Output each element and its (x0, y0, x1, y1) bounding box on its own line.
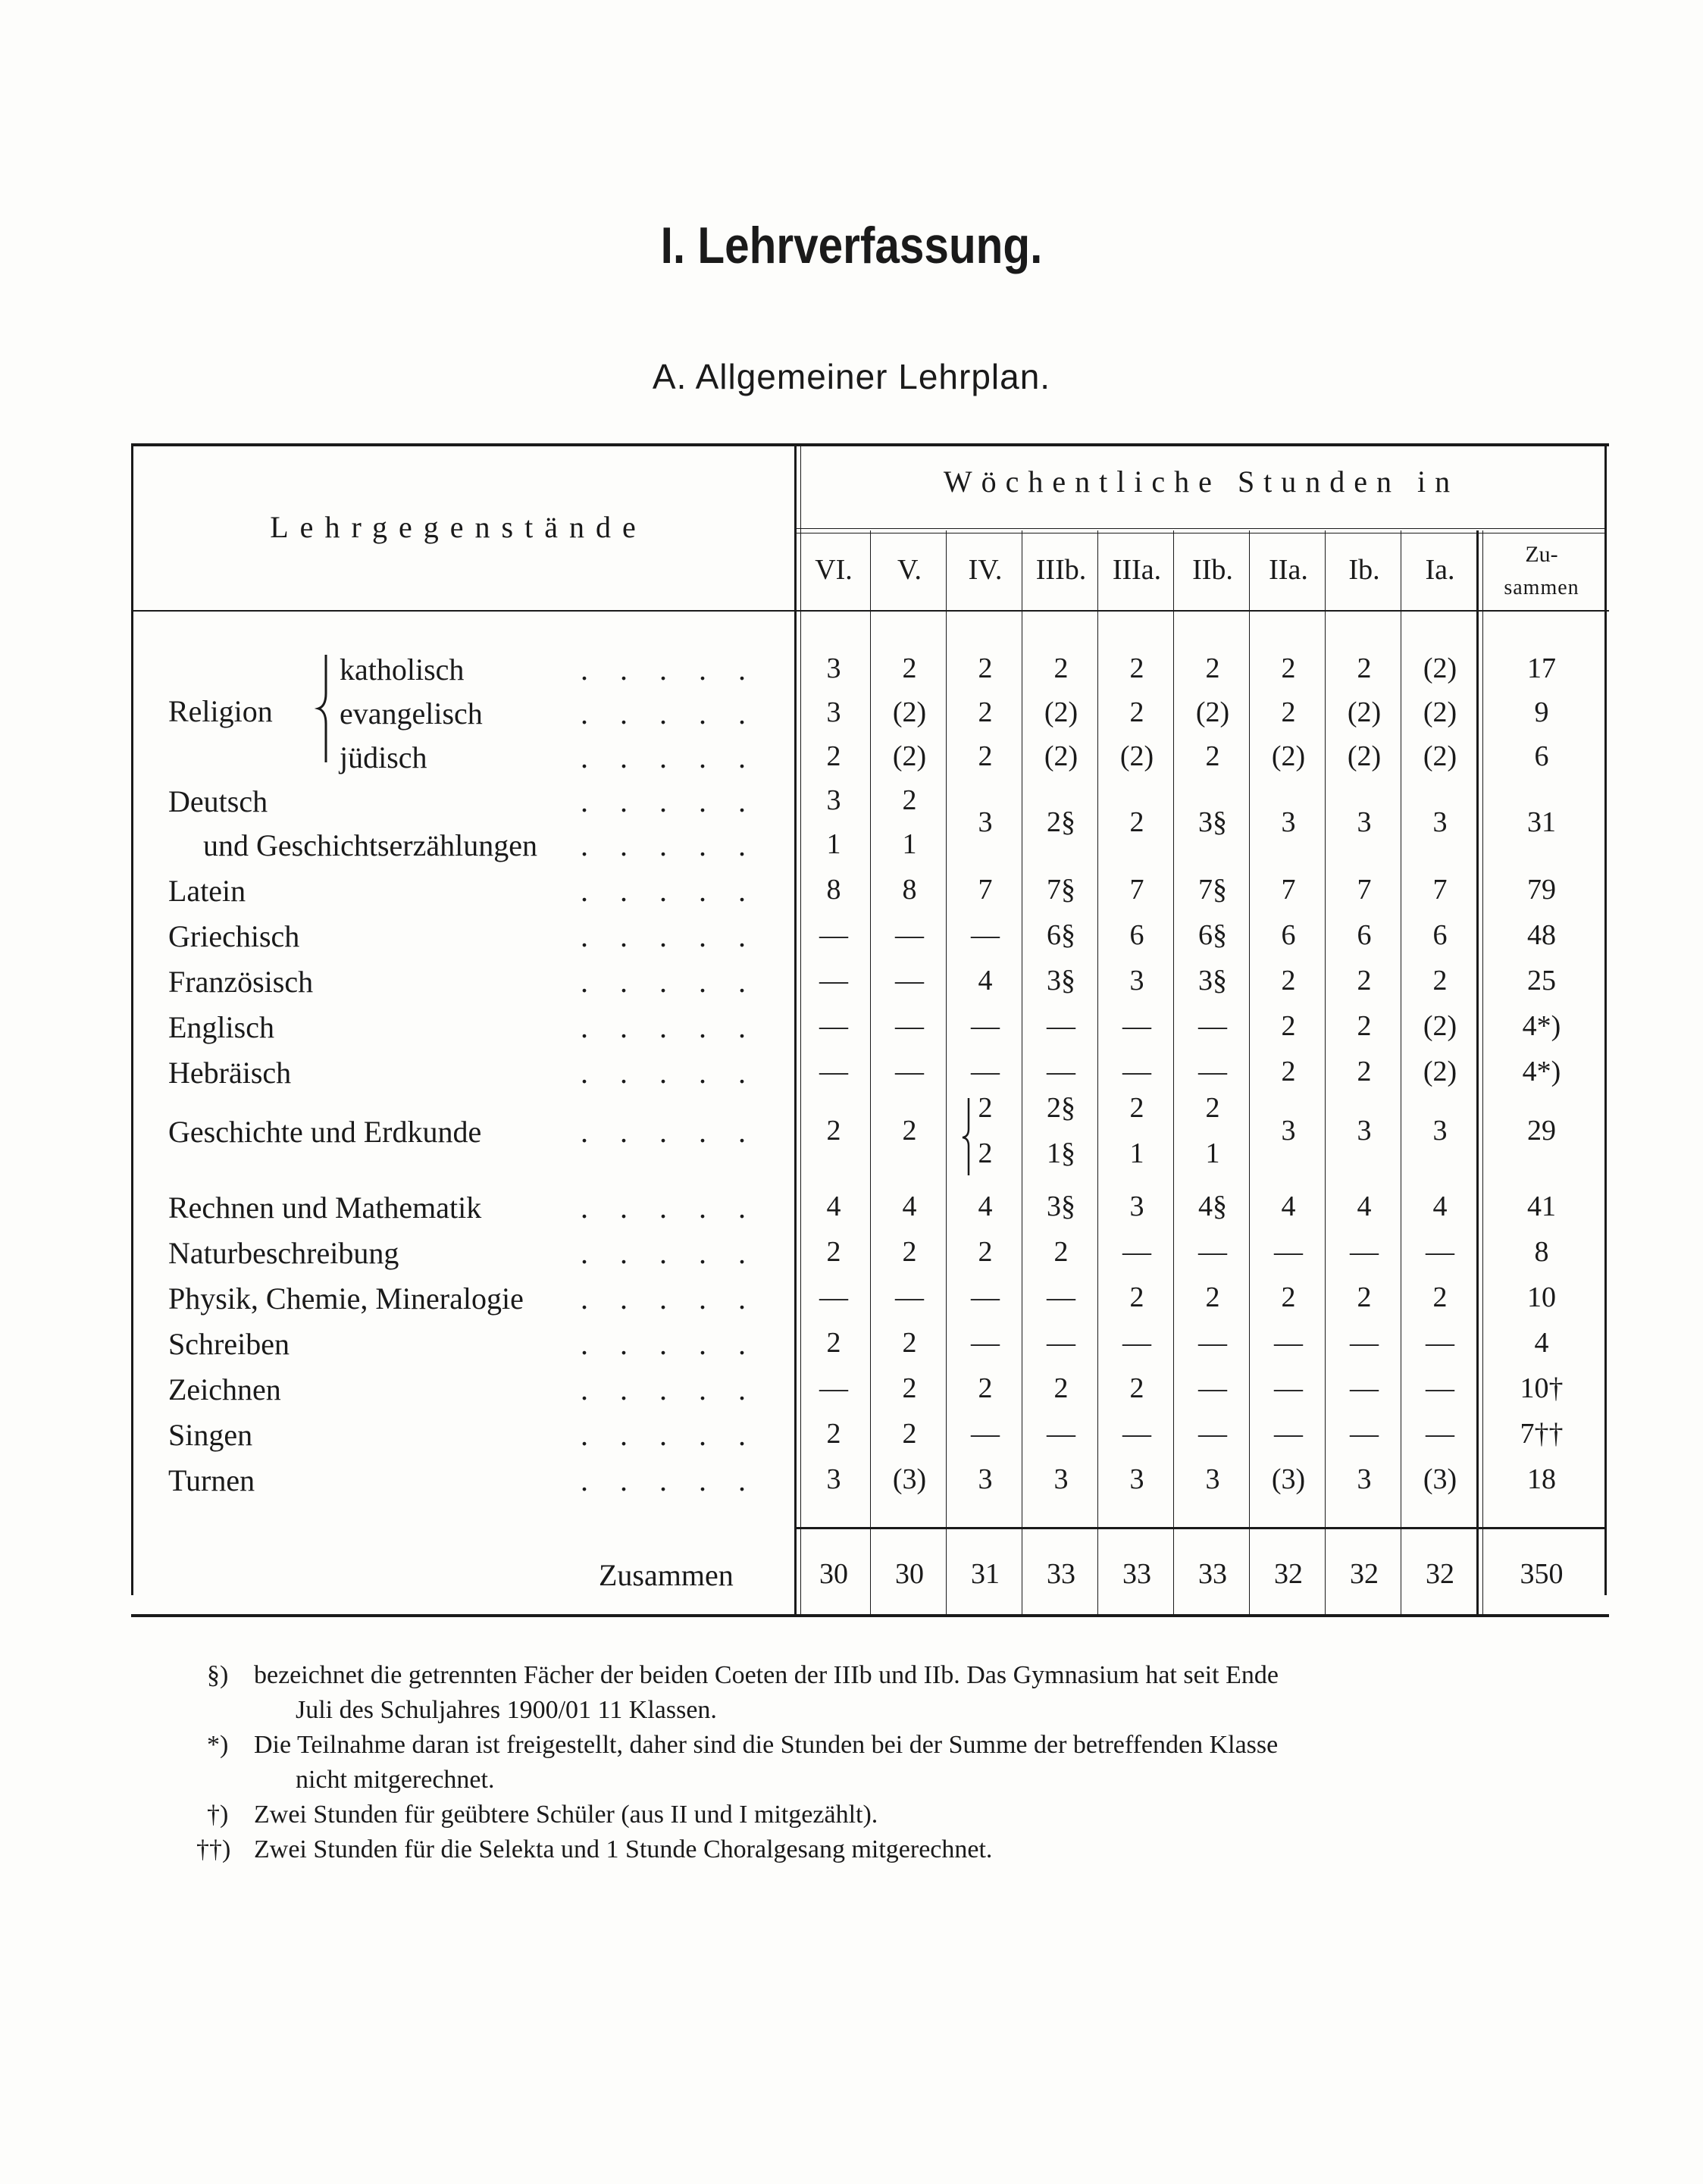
geschichte-brace (958, 1095, 973, 1178)
table-cell: 2 (978, 740, 993, 772)
column-header: IIb. (1192, 554, 1233, 586)
table-cell: (2) (892, 740, 927, 772)
total-cell: 18 (1527, 1463, 1556, 1495)
table-cell: — (1122, 1010, 1151, 1042)
table-cell: 8 (902, 874, 917, 906)
total-cell: 4*) (1522, 1056, 1561, 1087)
footnote-dagger (186, 1798, 1618, 1832)
table-cell: 7§ (1047, 874, 1075, 906)
leader-dots: . . . . . (581, 1056, 758, 1090)
table-cell-split: 2 (1205, 1092, 1220, 1124)
table-cell-merged: 2 (1129, 806, 1144, 838)
table-cell: — (1122, 1418, 1151, 1450)
table-cell: — (819, 1372, 848, 1404)
subject-label: Englisch (168, 1010, 274, 1044)
table-cell: 2 (826, 1418, 841, 1450)
leader-dots: . . . . . (581, 696, 758, 731)
total-cell: 29 (1527, 1115, 1556, 1147)
table-cell: — (1274, 1236, 1303, 1268)
column-header: IIa. (1269, 554, 1308, 586)
table-cell: — (819, 1056, 848, 1087)
table-cell: 3 (1205, 1463, 1220, 1495)
sum-cell: 30 (895, 1558, 924, 1590)
table-cell: 1 (902, 828, 917, 860)
table-cell: 2 (902, 1418, 917, 1450)
table-cell: 2 (902, 652, 917, 684)
table-cell: 4 (1281, 1191, 1296, 1222)
table-cell: — (819, 919, 848, 951)
leader-dots: . . . . . (581, 965, 758, 999)
total-cell: 7†† (1520, 1418, 1564, 1450)
table-cell-merged: 3§ (1198, 806, 1227, 838)
table-cell: 7 (1432, 874, 1448, 906)
table-cell: 3 (1129, 1463, 1144, 1495)
table-cell: — (1198, 1010, 1227, 1042)
table-cell: — (971, 1327, 1000, 1359)
table-cell: 3 (826, 652, 841, 684)
table-cell: (2) (1423, 740, 1457, 772)
leader-dots: . . . . . (581, 784, 758, 818)
sum-total-cell: 350 (1520, 1558, 1564, 1590)
table-cell: 4 (978, 1191, 993, 1222)
table-cell: 2 (1357, 965, 1372, 997)
table-cell: 1 (826, 828, 841, 860)
table-cell: 2 (826, 1115, 841, 1147)
table-cell: (2) (1044, 696, 1078, 728)
subject-label: Geschichte und Erdkunde (168, 1115, 482, 1149)
leader-dots: . . . . . (581, 1281, 758, 1316)
sum-cell: 33 (1198, 1558, 1227, 1590)
religion-brace (312, 652, 335, 765)
sum-cell: 32 (1274, 1558, 1303, 1590)
sum-cell: 31 (971, 1558, 1000, 1590)
table-cell: — (819, 1010, 848, 1042)
table-cell: 2 (1129, 1281, 1144, 1313)
table-cell: (2) (1119, 740, 1154, 772)
footnote-text: Zwei Stunden für geübtere Schüler (aus II und I mitgezählt). (254, 1801, 878, 1829)
religion-label: Religion (168, 694, 273, 728)
footnote-mark: †) (207, 1801, 229, 1829)
leader-dots: . . . . . (581, 652, 758, 687)
table-cell: (3) (892, 1463, 927, 1495)
table-cell: 3 (1129, 965, 1144, 997)
table-cell: 4§ (1198, 1191, 1227, 1222)
table-cell-split: 2§ (1047, 1092, 1075, 1124)
table-cell: 2 (978, 652, 993, 684)
table-cell: — (1426, 1236, 1454, 1268)
table-cell-merged: 3 (978, 806, 993, 838)
column-header: V. (897, 554, 922, 586)
table-cell: 2 (902, 1327, 917, 1359)
subject-label: Physik, Chemie, Mineralogie (168, 1281, 524, 1316)
total-cell: 4*) (1522, 1010, 1561, 1042)
leader-dots: . . . . . (581, 1010, 758, 1044)
table-cell: 4 (902, 1191, 917, 1222)
table-cell: 2 (902, 1115, 917, 1147)
table-cell: — (1122, 1056, 1151, 1087)
total-cell: 25 (1527, 965, 1556, 997)
table-cell: 2 (902, 1372, 917, 1404)
table-cell: 2 (902, 1236, 917, 1268)
table-cell: 2 (902, 784, 917, 816)
footnote-section (186, 1658, 1618, 1728)
footnote-text: Die Teilnahme daran ist freigestellt, daher sind die Stunden bei der Summe der betreffenden Klasse (254, 1731, 1279, 1759)
table-cell: 3§ (1047, 965, 1075, 997)
leader-dots: . . . . . (581, 919, 758, 953)
total-cell: 48 (1527, 919, 1556, 951)
footnote-mark: *) (207, 1731, 229, 1759)
table-cell: 6§ (1198, 919, 1227, 951)
total-cell: 41 (1527, 1191, 1556, 1222)
table-cell-split: 2 (978, 1092, 993, 1124)
total-cell: 10 (1527, 1281, 1556, 1313)
total-cell: 79 (1527, 874, 1556, 906)
table-cell: 7 (1281, 874, 1296, 906)
table-cell: (3) (1271, 1463, 1306, 1495)
table-cell: — (971, 919, 1000, 951)
table-cell-split: 2 (1129, 1092, 1144, 1124)
subject-label: Schreiben (168, 1327, 290, 1361)
table-cell-merged: 2§ (1047, 806, 1075, 838)
total-cell: 9 (1534, 696, 1549, 728)
table-cell: 2 (978, 1372, 993, 1404)
leader-dots: . . . . . (581, 828, 758, 862)
table-cell: (2) (1195, 696, 1230, 728)
table-cell: — (895, 965, 924, 997)
subject-label: katholisch (340, 652, 465, 687)
subject-label: Zeichnen (168, 1372, 281, 1406)
table-cell: — (1047, 1281, 1075, 1313)
table-cell: 7 (1129, 874, 1144, 906)
table-cell: — (1198, 1372, 1227, 1404)
table-cell: 3 (1129, 1191, 1144, 1222)
subject-label: Griechisch (168, 919, 300, 953)
table-left-border (131, 443, 133, 1595)
table-cell: — (971, 1010, 1000, 1042)
table-top-rule (131, 443, 1609, 446)
footnote-star (186, 1728, 1618, 1798)
sum-label: Zusammen (599, 1558, 734, 1592)
table-cell: — (1274, 1372, 1303, 1404)
subject-label: und Geschichtserzählungen (203, 828, 537, 862)
subject-label: evangelisch (340, 696, 483, 731)
table-cell: — (819, 1281, 848, 1313)
table-cell: — (1350, 1236, 1379, 1268)
table-cell: 2 (1205, 652, 1220, 684)
footnote-text: Zwei Stunden für die Selekta und 1 Stunde Choralgesang mitgerechnet. (254, 1835, 993, 1863)
total-cell-merged: 31 (1527, 806, 1556, 838)
table-cell: 2 (1357, 1056, 1372, 1087)
table-cell-split: 2 (978, 1137, 993, 1169)
leader-dots: . . . . . (581, 1372, 758, 1406)
table-cell: 6 (1129, 919, 1144, 951)
table-cell: 3 (826, 696, 841, 728)
table-cell: 2 (978, 1236, 993, 1268)
table-cell: 7 (1357, 874, 1372, 906)
sum-cell: 32 (1426, 1558, 1454, 1590)
table-cell: — (1198, 1418, 1227, 1450)
table-cell: 2 (1357, 652, 1372, 684)
total-header-2: sammen (1504, 576, 1579, 599)
total-header-1: Zu- (1525, 542, 1558, 567)
table-cell: — (1122, 1236, 1151, 1268)
subject-label: Singen (168, 1418, 253, 1452)
table-cell: — (1350, 1372, 1379, 1404)
table-cell: 6 (1357, 919, 1372, 951)
table-cell: (2) (1347, 696, 1382, 728)
table-cell: 3 (826, 784, 841, 816)
table-cell: (3) (1423, 1463, 1457, 1495)
table-cell: 7§ (1198, 874, 1227, 906)
table-cell: 2 (1053, 1372, 1069, 1404)
subject-label: Turnen (168, 1463, 255, 1497)
table-cell: 2 (826, 740, 841, 772)
column-header: IIIa. (1112, 554, 1162, 586)
table-cell: 3§ (1198, 965, 1227, 997)
table-cell: (2) (1423, 696, 1457, 728)
table-cell: 2 (1053, 1236, 1069, 1268)
table-cell: (2) (1423, 1056, 1457, 1087)
footnote-text: nicht mitgerechnet. (296, 1766, 495, 1794)
table-cell: 7 (978, 874, 993, 906)
subject-label: Hebräisch (168, 1056, 292, 1090)
table-cell: — (1350, 1418, 1379, 1450)
table-cell: 2 (1281, 696, 1296, 728)
table-cell-split: 1§ (1047, 1137, 1075, 1169)
table-cell: — (1047, 1056, 1075, 1087)
table-cell: 2 (1205, 1281, 1220, 1313)
table-cell: — (1426, 1327, 1454, 1359)
table-cell: — (1426, 1418, 1454, 1450)
table-cell: 2 (1357, 1010, 1372, 1042)
table-bottom-rule (131, 1614, 1609, 1617)
table-cell: (2) (1347, 740, 1382, 772)
table-cell: 2 (1357, 1281, 1372, 1313)
leader-dots: . . . . . (581, 1418, 758, 1452)
table-cell: (2) (1271, 740, 1306, 772)
table-cell: — (971, 1418, 1000, 1450)
table-cell: — (1350, 1327, 1379, 1359)
table-cell: 2 (1281, 1056, 1296, 1087)
table-cell-merged: 3 (1357, 806, 1372, 838)
table-cell: — (971, 1056, 1000, 1087)
table-cell: (2) (1423, 1010, 1457, 1042)
leader-dots: . . . . . (581, 1327, 758, 1361)
leader-dots: . . . . . (581, 1463, 758, 1497)
sum-cell: 30 (819, 1558, 848, 1590)
subject-label: jüdisch (340, 740, 427, 774)
table-cell: — (1047, 1010, 1075, 1042)
footnote-text: bezeichnet die getrennten Fächer der beiden Coeten der IIIb und IIb. Das Gymnasium hat seit Ende (254, 1661, 1279, 1689)
column-header: IV. (968, 554, 1003, 586)
total-cell: 8 (1534, 1236, 1549, 1268)
table-cell: 2 (1129, 652, 1144, 684)
footnote-text: Juli des Schuljahres 1900/01 11 Klassen. (296, 1696, 717, 1724)
table-cell: 2 (1281, 1281, 1296, 1313)
subjects-header: Lehrgegenstände (270, 510, 647, 544)
footnote-mark: ††) (196, 1835, 231, 1863)
page-subtitle: A. Allgemeiner Lehrplan. (652, 357, 1051, 396)
table-cell: 3 (1053, 1463, 1069, 1495)
table-cell: 3§ (1047, 1191, 1075, 1222)
table-cell: — (1198, 1056, 1227, 1087)
table-cell: 3 (1357, 1463, 1372, 1495)
table-cell: — (895, 919, 924, 951)
leader-dots: . . . . . (581, 1191, 758, 1225)
table-cell: 3 (1357, 1115, 1372, 1147)
subject-label: Französisch (168, 965, 314, 999)
table-cell: 2 (826, 1236, 841, 1268)
table-cell: — (1122, 1327, 1151, 1359)
table-cell: 3 (826, 1463, 841, 1495)
footnotes (186, 1658, 1618, 1867)
table-cell: 2 (1281, 965, 1296, 997)
table-cell: — (971, 1281, 1000, 1313)
hours-subrule (796, 528, 1607, 529)
table-cell: 4 (826, 1191, 841, 1222)
table-cell: — (1047, 1327, 1075, 1359)
table-cell: 2 (1205, 740, 1220, 772)
table-cell: — (1047, 1418, 1075, 1450)
table-cell: 4 (978, 965, 993, 997)
table-cell: 2 (1053, 652, 1069, 684)
table-cell: — (1274, 1418, 1303, 1450)
table-cell: — (1274, 1327, 1303, 1359)
table-cell: 6 (1432, 919, 1448, 951)
table-cell: 3 (1432, 1115, 1448, 1147)
subject-label: Deutsch (168, 784, 268, 818)
table-cell: (2) (1044, 740, 1078, 772)
table-cell: 8 (826, 874, 841, 906)
table-cell: 2 (1432, 965, 1448, 997)
footnote-mark: §) (207, 1661, 229, 1689)
subject-label: Rechnen und Mathematik (168, 1191, 482, 1225)
table-cell-merged: 3 (1432, 806, 1448, 838)
sum-cell: 33 (1047, 1558, 1075, 1590)
leader-dots: . . . . . (581, 1115, 758, 1149)
table-cell-split: 1 (1129, 1137, 1144, 1169)
table-cell-split: 1 (1205, 1137, 1220, 1169)
table-sum-rule (796, 1527, 1607, 1529)
table-cell: — (1198, 1236, 1227, 1268)
table-cell: — (1426, 1372, 1454, 1404)
total-cell: 6 (1534, 740, 1549, 772)
table-cell: 6§ (1047, 919, 1075, 951)
table-cell: (2) (1423, 652, 1457, 684)
subject-label: Naturbeschreibung (168, 1236, 399, 1270)
sum-cell: 33 (1122, 1558, 1151, 1590)
table-cell: (2) (892, 696, 927, 728)
total-cell: 4 (1534, 1327, 1549, 1359)
table-cell: 2 (1129, 1372, 1144, 1404)
column-header: VI. (815, 554, 853, 586)
total-cell: 17 (1527, 652, 1556, 684)
table-cell: 3 (978, 1463, 993, 1495)
table-cell: — (1198, 1327, 1227, 1359)
leader-dots: . . . . . (581, 740, 758, 774)
leader-dots: . . . . . (581, 874, 758, 908)
hours-header: Wöchentliche Stunden in (943, 465, 1460, 499)
footnote-double-dagger (186, 1832, 1618, 1867)
table-cell: — (895, 1281, 924, 1313)
table-cell: 2 (1432, 1281, 1448, 1313)
table-cell-merged: 3 (1281, 806, 1296, 838)
table-cell: — (819, 965, 848, 997)
table-cell: 3 (1281, 1115, 1296, 1147)
table-cell: 6 (1281, 919, 1296, 951)
page-title: I. Lehrverfassung. (660, 217, 1043, 274)
table-cell: — (895, 1056, 924, 1087)
table-cell: 2 (1129, 696, 1144, 728)
table-cell: 4 (1432, 1191, 1448, 1222)
table-cell: 2 (1281, 1010, 1296, 1042)
table-cell: 2 (978, 696, 993, 728)
column-header: Ia. (1425, 554, 1455, 586)
table-cell: — (895, 1010, 924, 1042)
sum-cell: 32 (1350, 1558, 1379, 1590)
column-header: Ib. (1348, 554, 1380, 586)
subject-label: Latein (168, 874, 246, 908)
table-cell: 4 (1357, 1191, 1372, 1222)
column-header: IIIb. (1035, 554, 1087, 586)
leader-dots: . . . . . (581, 1236, 758, 1270)
total-cell: 10† (1520, 1372, 1564, 1404)
table-cell: 2 (1281, 652, 1296, 684)
table-cell: 2 (826, 1327, 841, 1359)
